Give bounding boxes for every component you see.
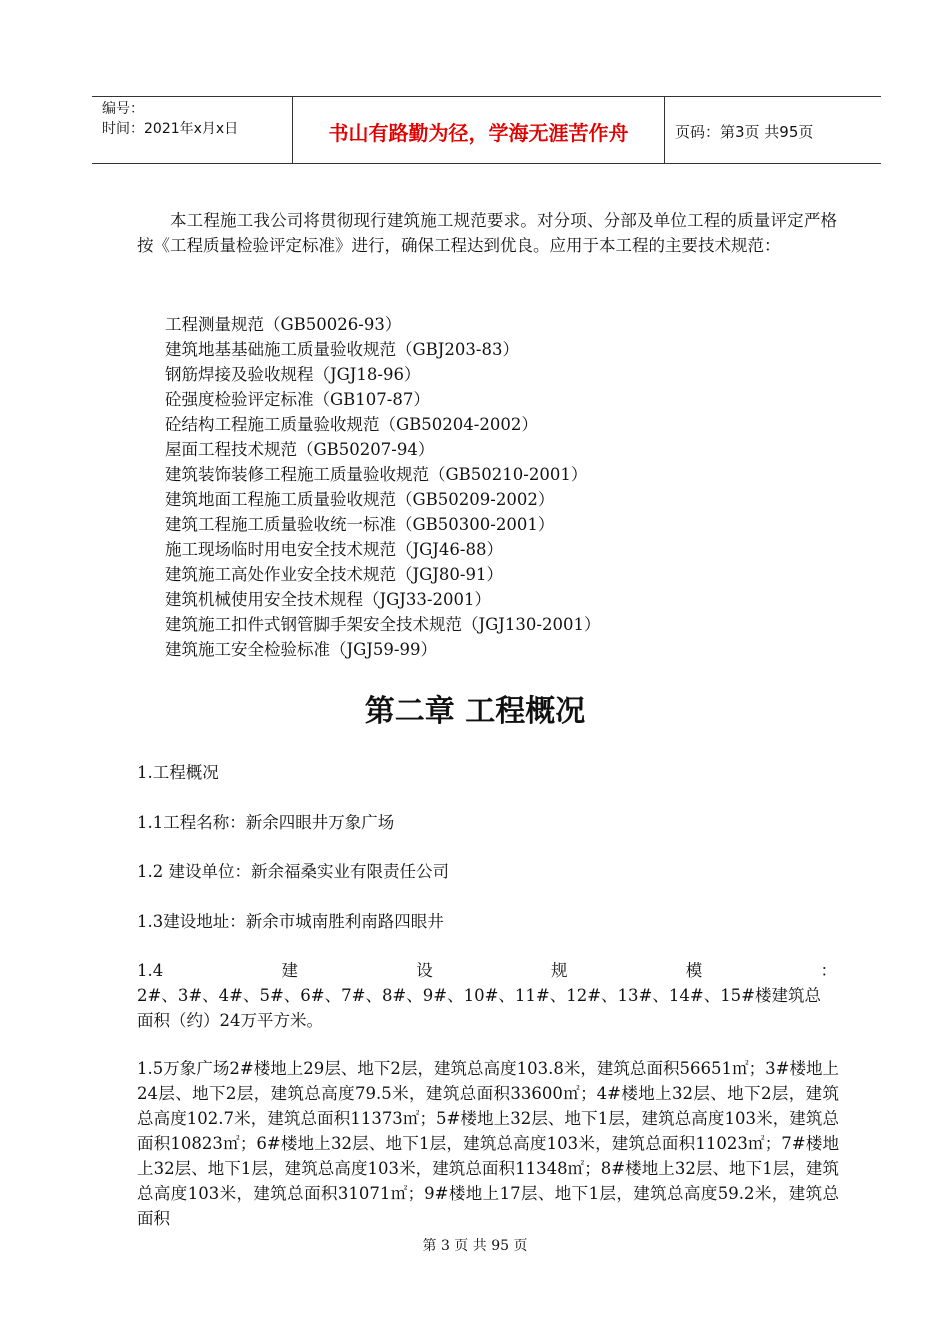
standard-item: 建筑施工扣件式钢管脚手架安全技术规范（JGJ130-2001） [165, 615, 601, 634]
standard-item: 钢筋焊接及验收规程（JGJ18-96） [165, 365, 421, 384]
scale-heading-char: 设 [416, 961, 433, 980]
page-footer: 第 3 页 共 95 页 [422, 1238, 528, 1254]
standard-item: 建筑地基基础施工质量验收规范（GBJ203-83） [165, 340, 519, 359]
serial-label: 编号： [102, 101, 144, 117]
standard-item: 屋面工程技术规范（GB50207-94） [165, 440, 435, 459]
scale-heading-colon: ： [820, 961, 837, 980]
scale-heading-char: 建 [281, 961, 298, 980]
intro-paragraph: 本工程施工我公司将贯彻现行建筑施工规范要求。对分项、分部及单位工程的质量评定严格按《工程质量检验评定标准》进行，确保工程达到优良。应用于本工程的主要技术规范： [137, 211, 837, 255]
standard-item: 建筑施工安全检验标准（JGJ59-99） [165, 640, 437, 659]
standards-list [165, 312, 600, 662]
standard-item: 砼强度检验评定标准（GB107-87） [165, 390, 430, 409]
developer-line: 1.2 建设单位：新余福桑实业有限责任公司 [137, 862, 449, 881]
scale-heading-char: 模 [685, 961, 703, 980]
scale-section [137, 958, 837, 1033]
standard-item: 建筑地面工程施工质量验收规范（GB50209-2002） [165, 490, 555, 509]
page-header [92, 96, 881, 164]
address-line: 1.3建设地址：新余市城南胜利南路四眼井 [137, 912, 444, 931]
scale-heading [137, 958, 837, 983]
header-motto: 书山有路勤为径，学海无涯苦作舟 [293, 97, 665, 163]
standard-item: 砼结构工程施工质量验收规范（GB50204-2002） [165, 415, 538, 434]
header-meta [92, 97, 293, 163]
standard-item: 建筑施工高处作业安全技术规范（JGJ80-91） [165, 565, 503, 584]
time-label: 时间：2021年x月x日 [102, 121, 239, 137]
standard-item: 建筑装饰装修工程施工质量验收规范（GB50210-2001） [165, 465, 588, 484]
scale-body: 2#、3#、4#、5#、6#、7#、8#、9#、10#、11#、12#、13#、14#、15#楼建筑总面积（约）24万平方米。 [137, 986, 822, 1030]
standard-item: 施工现场临时用电安全技术规范（JGJ46-88） [165, 540, 503, 559]
section-heading: 1.工程概况 [137, 763, 219, 782]
project-name-line: 1.1工程名称：新余四眼井万象广场 [137, 813, 395, 832]
header-page-label: 页码：第3页 共95页 [675, 122, 814, 141]
standard-item: 建筑机械使用安全技术规程（JGJ33-2001） [165, 590, 491, 609]
building-overview-paragraph: 1.5万象广场2#楼地上29层、地下2层，建筑总高度103.8米，建筑总面积56651㎡；3#楼地上24层、地下2层，建筑总高度79.5米，建筑总面积33600㎡；4#楼地上32层、地下2层，建筑总高度102.7米，建筑总面积11373㎡；5#楼地上32层、地下1层，建筑总高度103米，建筑总面积10823㎡；6#楼地上32层、地下1层，建筑总高度103米，建筑总面积11023㎡；7#楼地上32层、地下1层，建筑总高度103米，建筑总面积11348㎡；8#楼地上32层、地下1层，建筑总高度103米，建筑总面积31071㎡；9#楼地上17层、地下1层，建筑总高度59.2米，建筑总面积 [137, 1059, 839, 1228]
scale-heading-number: 1.4 [137, 961, 164, 980]
standard-item: 建筑工程施工质量验收统一标准（GB50300-2001） [165, 515, 555, 534]
standard-item: 工程测量规范（GB50026-93） [165, 315, 402, 334]
chapter-title: 第二章 工程概况 [364, 694, 586, 729]
scale-heading-char: 规 [551, 961, 568, 980]
